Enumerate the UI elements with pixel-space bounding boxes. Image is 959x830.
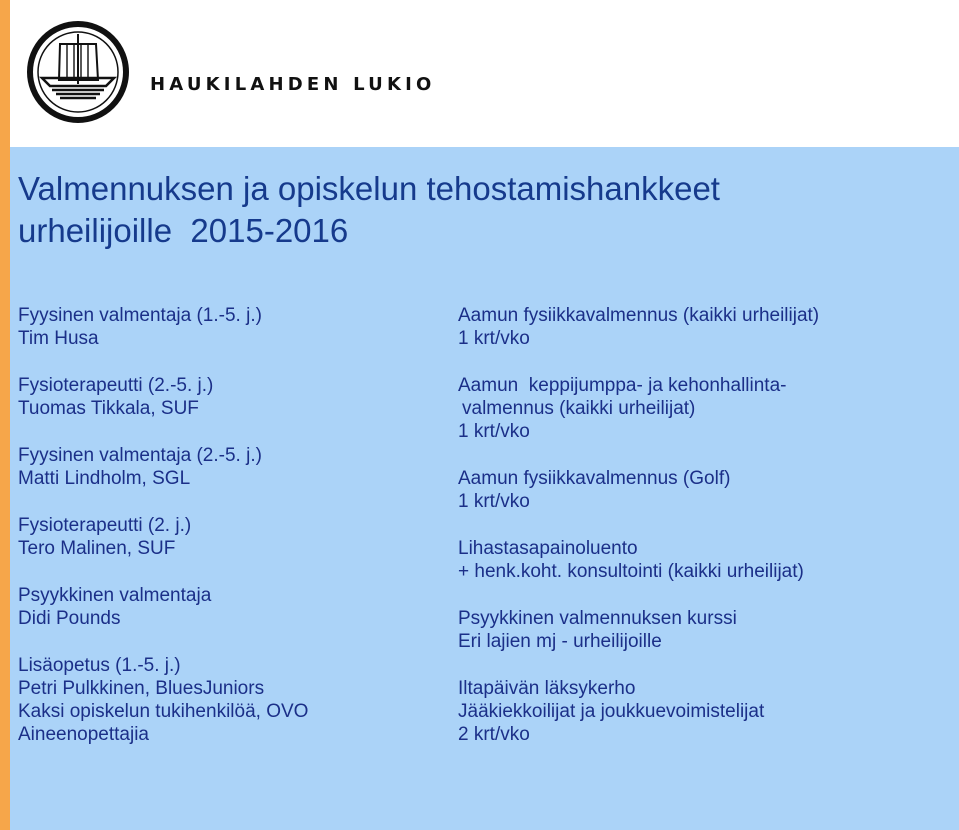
activity-detail: 2 krt/vko	[458, 724, 530, 745]
staff-extra: Aineenopettajia	[18, 724, 149, 745]
school-logo	[16, 16, 520, 129]
activity-detail: 1 krt/vko	[458, 491, 530, 512]
staff-role: Fyysinen valmentaja (2.-5. j.)	[18, 445, 262, 466]
staff-extra: Kaksi opiskelun tukihenkilöä, OVO	[18, 701, 309, 722]
title-line-1: Valmennuksen ja opiskelun tehostamishankkeet	[18, 170, 720, 207]
activity-item	[458, 677, 953, 746]
staff-item	[18, 374, 438, 420]
staff-role: Fysioterapeutti (2.-5. j.)	[18, 375, 214, 396]
staff-item	[18, 654, 438, 746]
staff-name: Matti Lindholm, SGL	[18, 468, 191, 489]
staff-list	[18, 304, 438, 770]
activity-title: Psyykkinen valmennuksen kurssi	[458, 608, 737, 629]
staff-name: Petri Pulkkinen, BluesJuniors	[18, 678, 265, 699]
title-line-2: urheilijoille 2015-2016	[18, 212, 349, 249]
activity-title: Aamun keppijumppa- ja kehonhallinta-	[458, 375, 787, 396]
staff-role: Psyykkinen valmentaja	[18, 585, 212, 606]
activity-detail: Jääkiekkoilijat ja joukkuevoimistelijat	[458, 701, 765, 722]
staff-item	[18, 584, 438, 630]
activity-item	[458, 537, 953, 583]
staff-role: Fysioterapeutti (2. j.)	[18, 515, 192, 536]
activity-item	[458, 374, 953, 443]
staff-name: Tero Malinen, SUF	[18, 538, 176, 559]
staff-role: Fyysinen valmentaja (1.-5. j.)	[18, 305, 262, 326]
school-name: HAUKILAHDEN LUKIO	[150, 74, 436, 95]
page-title	[18, 168, 898, 252]
activity-title: Aamun fysiikkavalmennus (Golf)	[458, 468, 731, 489]
staff-item	[18, 514, 438, 560]
activity-title: Lihastasapainoluento	[458, 538, 638, 559]
activity-detail: + henk.koht. konsultointi (kaikki urheilijat)	[458, 561, 804, 582]
staff-role: Lisäopetus (1.-5. j.)	[18, 655, 181, 676]
activity-detail: 1 krt/vko	[458, 421, 530, 442]
activity-title: Aamun fysiikkavalmennus (kaikki urheilijat)	[458, 305, 820, 326]
activity-list	[458, 304, 953, 770]
activity-title: Iltapäivän läksykerho	[458, 678, 636, 699]
staff-name: Didi Pounds	[18, 608, 121, 629]
staff-item	[18, 304, 438, 350]
activity-item	[458, 467, 953, 513]
activity-detail: 1 krt/vko	[458, 328, 530, 349]
staff-name: Tim Husa	[18, 328, 99, 349]
left-accent-strip	[0, 0, 10, 830]
activity-item	[458, 304, 953, 350]
activity-detail: Eri lajien mj - urheilijoille	[458, 631, 662, 652]
activity-detail: valmennus (kaikki urheilijat)	[462, 398, 696, 419]
staff-item	[18, 444, 438, 490]
activity-item	[458, 607, 953, 653]
ship-emblem-icon	[26, 20, 130, 124]
staff-name: Tuomas Tikkala, SUF	[18, 398, 199, 419]
